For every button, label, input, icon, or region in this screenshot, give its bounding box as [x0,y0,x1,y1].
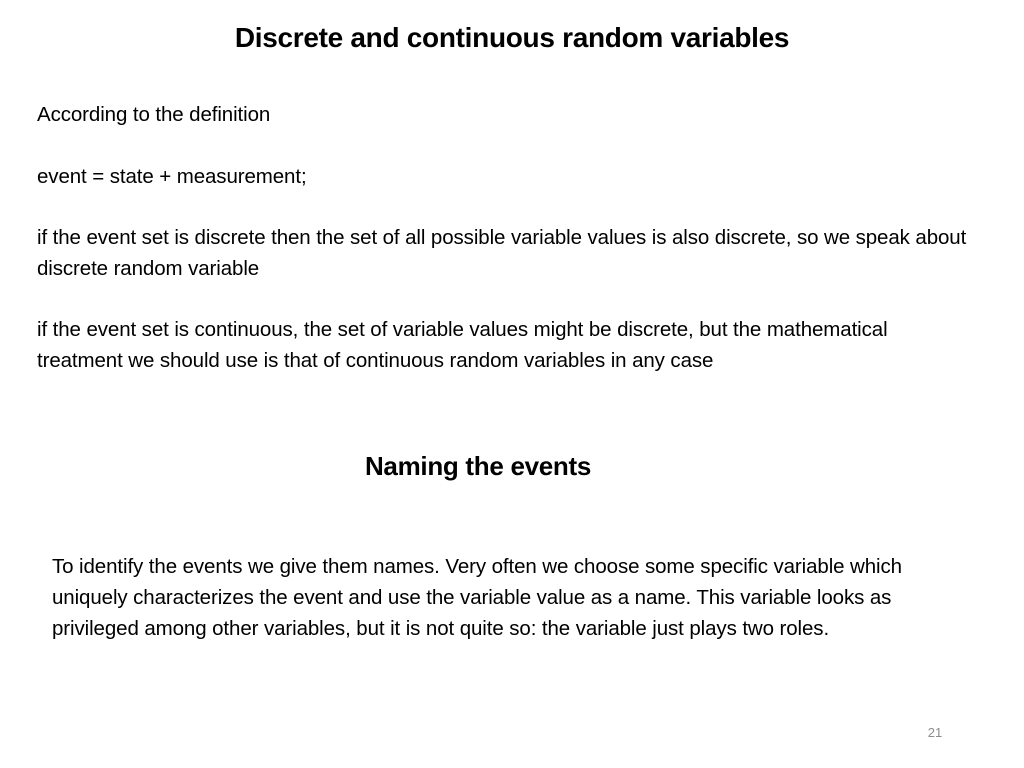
paragraph-event-formula [37,161,967,192]
paragraph-text: event = state + measurement; [37,165,307,188]
paragraph-text: According to the definition [37,103,271,126]
naming-paragraph: To identify the events we give them names. Very often we choose some specific variable which uniquely characterizes the event and use the variable value as a name. This variable looks as privileged among other variables, but it is not quite so: the variable just plays two roles. [52,555,902,640]
paragraph-continuous [37,314,967,376]
paragraph-text: if the event set is discrete then the set of all possible variable values is also discrete, so we speak about discrete random variable [37,226,967,280]
section-heading: Naming the events [364,451,592,481]
page-number: 21 [927,725,943,740]
paragraph-text: if the event set is continuous, the set of variable values might be discrete, but the mathematical treatment we should use is that of continuous random variables in any case [37,318,888,372]
paragraph-definition [37,99,967,130]
paragraph-discrete [37,222,967,284]
slide-title: Discrete and continuous random variables [234,22,790,53]
